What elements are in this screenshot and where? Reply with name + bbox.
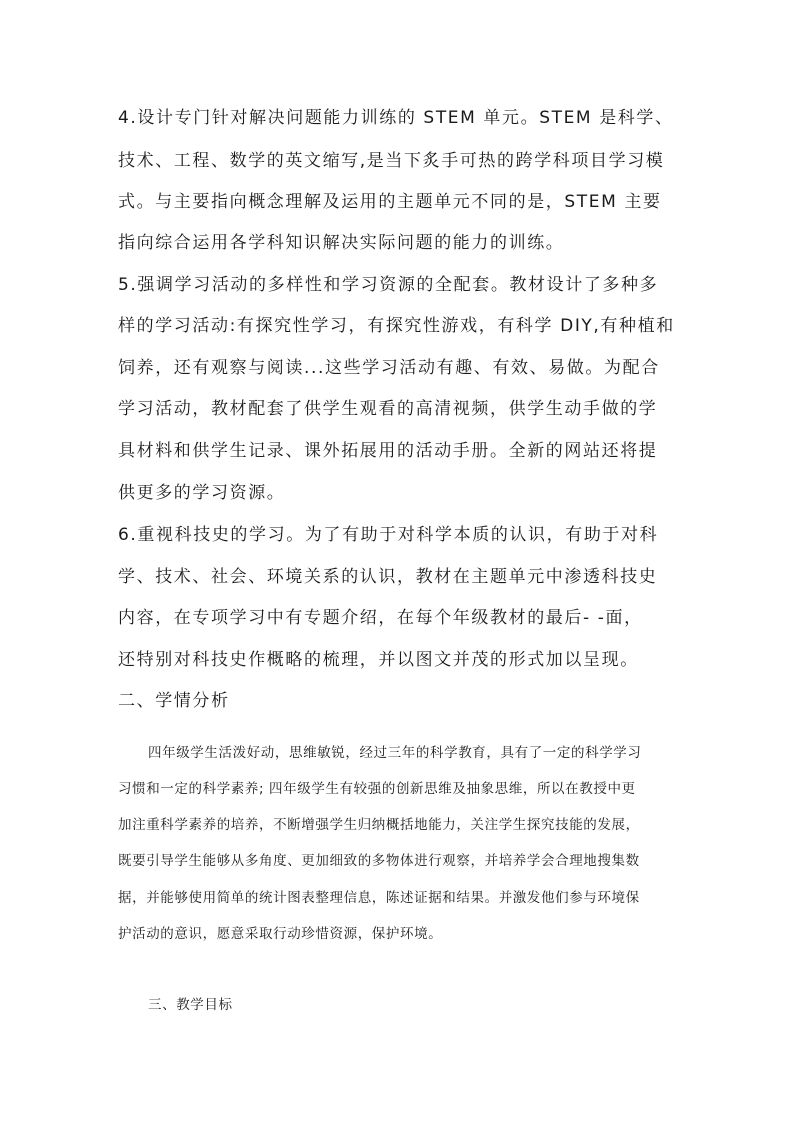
text-line: 饲养，还有观察与阅读...这些学习活动有趣、有效、易做。为配合 [118, 358, 660, 378]
text-line: 学、技术、社会、环境关系的认识，教材在主题单元中渗透科技史 [118, 567, 658, 587]
text-line: 供更多的学习资源。 [118, 483, 286, 503]
section-heading: 二、学情分析 [118, 691, 230, 711]
section-heading: 三、教学目标 [148, 997, 233, 1013]
text-line: 技术、工程、数学的英文缩写,是当下炙手可热的跨学科项目学习模 [118, 151, 665, 171]
text-line: 4.设计专门针对解决问题能力训练的 STEM 单元。STEM 是科学、 [118, 108, 674, 128]
text-line: 6.重视科技史的学习。为了有助于对科学本质的认识，有助于对科 [118, 525, 659, 545]
text-line: 据，并能够使用简单的统计图表整理信息，陈述证据和结果。并激发他们参与环境保 [118, 890, 640, 906]
text-line: 5.强调学习活动的多样性和学习资源的全配套。教材设计了多种多 [118, 275, 659, 295]
text-line: 加注重科学素养的培养，不断增强学生归纳概括地能力，关注学生探究技能的发展， [118, 817, 640, 833]
text-line: 习惯和一定的科学素养; 四年级学生有较强的创新思维及抽象思维，所以在教授中更 [118, 781, 636, 797]
text-line: 样的学习活动:有探究性学习，有探究性游戏，有科学 DIY,有种植和 [118, 316, 675, 336]
text-line: 既要引导学生能够从多角度、更加细致的多物体进行观察，并培养学会合理地搜集数 [118, 853, 640, 869]
text-line: 具材料和供学生记录、课外拓展用的活动手册。全新的网站还将提 [118, 441, 658, 461]
text-line: 四年级学生活泼好动，思维敏锐，经过三年的科学教育，具有了一定的科学学习 [148, 745, 642, 761]
text-line: 指向综合运用各学科知识解决实际问题的能力的训练。 [118, 233, 565, 253]
text-line: 式。与主要指向概念理解及运用的主题单元不同的是，STEM 主要 [118, 192, 662, 212]
text-line: 护活动的意识，愿意采取行动珍惜资源，保护环境。 [118, 926, 443, 942]
text-line: 内容，在专项学习中有专题介绍，在每个年级教材的最后- -面， [118, 608, 643, 628]
text-line: 学习活动，教材配套了供学生观看的高清视频，供学生动手做的学 [118, 399, 658, 419]
text-line: 还特别对科技史作概略的梳理，并以图文并茂的形式加以呈现。 [118, 650, 639, 670]
